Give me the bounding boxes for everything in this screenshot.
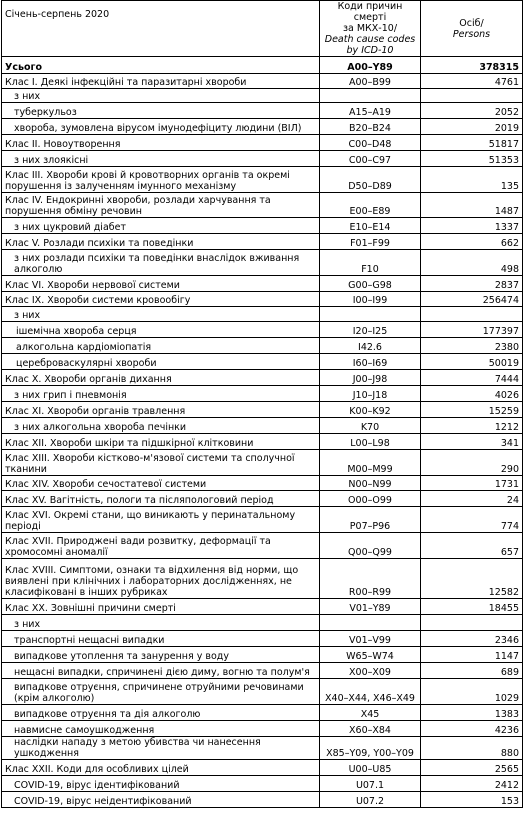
row-label: хвороба, зумовлена вірусом імунодефіциту людини (ВІЛ) — [2, 119, 320, 135]
table-row — [2, 737, 523, 760]
table-row — [2, 354, 523, 370]
table-row — [2, 135, 523, 151]
table-header-row — [2, 1, 523, 57]
row-label: випадкове отруєння, спричинене отруйними речовинами (крім алкоголю) — [2, 679, 320, 705]
table-row — [2, 57, 523, 74]
row-label: ішемічна хвороба серця — [2, 322, 320, 338]
row-value: 2052 — [421, 103, 523, 119]
table-row — [2, 776, 523, 792]
row-code: E00–E89 — [320, 193, 421, 218]
row-code: F01–F99 — [320, 234, 421, 250]
persons-header — [421, 1, 523, 57]
row-value: 1029 — [421, 679, 523, 705]
row-label: наслідки нападу з метою убивства чи нанесення ушкодження — [2, 737, 320, 760]
row-value: 1383 — [421, 705, 523, 721]
row-value — [421, 615, 523, 631]
table-row — [2, 418, 523, 434]
table-row — [2, 679, 523, 705]
row-label: Клас XI. Хвороби органів травлення — [2, 402, 320, 418]
row-label: Клас I. Деякі інфекційні та паразитарні хвороби — [2, 74, 320, 89]
table-row — [2, 559, 523, 599]
row-value: 4236 — [421, 721, 523, 737]
table-row — [2, 476, 523, 491]
row-label: транспортні нещасні випадки — [2, 631, 320, 647]
row-value: 51353 — [421, 151, 523, 167]
table-row — [2, 250, 523, 276]
row-value: 1147 — [421, 647, 523, 663]
row-code: M00–M99 — [320, 450, 421, 476]
row-code: U07.1 — [320, 776, 421, 792]
table-row — [2, 647, 523, 663]
row-code: I00–I99 — [320, 292, 421, 307]
row-label: Клас XIII. Хвороби кістково-м'язової системи та сполучної тканини — [2, 450, 320, 476]
mortality-table — [1, 0, 523, 808]
row-code: F10 — [320, 250, 421, 276]
table-row — [2, 599, 523, 615]
codes-header — [320, 1, 421, 57]
row-code: U00–U85 — [320, 760, 421, 776]
row-value: 153 — [421, 792, 523, 808]
row-value: 341 — [421, 434, 523, 450]
row-value: 12582 — [421, 559, 523, 599]
table-row — [2, 507, 523, 533]
row-label: Клас II. Новоутворення — [2, 135, 320, 151]
row-label: з них цукровий діабет — [2, 218, 320, 234]
row-label: Клас X. Хвороби органів дихання — [2, 370, 320, 386]
row-code: X60–X84 — [320, 721, 421, 737]
row-label: Клас IX. Хвороби системи кровообігу — [2, 292, 320, 307]
table-row — [2, 103, 523, 119]
table-row — [2, 615, 523, 631]
row-label: Клас XVI. Окремі стани, що виникають у перинатальному періоді — [2, 507, 320, 533]
row-label: Клас VI. Хвороби нервової системи — [2, 276, 320, 292]
row-value: 18455 — [421, 599, 523, 615]
table-row — [2, 167, 523, 193]
table-row — [2, 663, 523, 679]
row-label: туберкульоз — [2, 103, 320, 119]
row-label: алкогольна кардіоміопатія — [2, 338, 320, 354]
row-value: 657 — [421, 533, 523, 559]
table-row — [2, 402, 523, 418]
row-label: COVID-19, вірус ідентифікований — [2, 776, 320, 792]
codes-header-line2: за МКХ-10/ — [342, 23, 398, 34]
row-label: випадкове отруєння та дія алкоголю — [2, 705, 320, 721]
row-value — [421, 89, 523, 103]
table-row — [2, 450, 523, 476]
row-value: 378315 — [421, 57, 523, 74]
table-row — [2, 760, 523, 776]
row-code: G00–G98 — [320, 276, 421, 292]
row-value: 2837 — [421, 276, 523, 292]
table-body — [2, 57, 523, 808]
row-code: O00–O99 — [320, 491, 421, 507]
row-value: 4761 — [421, 74, 523, 89]
table-row — [2, 292, 523, 307]
row-label: Клас XXII. Коди для особливих цілей — [2, 760, 320, 776]
row-code: Q00–Q99 — [320, 533, 421, 559]
row-value: 51817 — [421, 135, 523, 151]
row-label: Клас III. Хвороби крові й кровотворних органів та окремі порушення із залученням імунного механізму — [2, 167, 320, 193]
row-code — [320, 615, 421, 631]
row-value: 290 — [421, 450, 523, 476]
row-value: 50019 — [421, 354, 523, 370]
row-label: випадкове утоплення та занурення у воду — [2, 647, 320, 663]
row-code: I60–I69 — [320, 354, 421, 370]
row-value: 2412 — [421, 776, 523, 792]
table-row — [2, 307, 523, 322]
row-value: 177397 — [421, 322, 523, 338]
row-code: K70 — [320, 418, 421, 434]
table-row — [2, 151, 523, 167]
table-row — [2, 218, 523, 234]
table-row — [2, 705, 523, 721]
row-value: 1487 — [421, 193, 523, 218]
row-code: I20–I25 — [320, 322, 421, 338]
row-label: з них розлади психіки та поведінки внаслідок вживання алкоголю — [2, 250, 320, 276]
row-value: 1337 — [421, 218, 523, 234]
row-value: 2019 — [421, 119, 523, 135]
row-label: Клас XIV. Хвороби сечостатевої системи — [2, 476, 320, 491]
period-header: Січень-серпень 2020 — [2, 1, 320, 57]
row-code: X00–X09 — [320, 663, 421, 679]
row-label: нещасні випадки, спричинені дією диму, вогню та полум'я — [2, 663, 320, 679]
table-row — [2, 721, 523, 737]
row-value: 1731 — [421, 476, 523, 491]
table-row — [2, 631, 523, 647]
codes-header-line4: by ICD-10 — [346, 45, 394, 56]
row-value: 4026 — [421, 386, 523, 402]
row-code: J00–J98 — [320, 370, 421, 386]
table-row — [2, 338, 523, 354]
row-code: X85–Y09, Y00–Y09 — [320, 737, 421, 760]
table-row — [2, 386, 523, 402]
row-value: 256474 — [421, 292, 523, 307]
row-value — [421, 307, 523, 322]
row-code: X40–X44, X46–X49 — [320, 679, 421, 705]
row-value: 2380 — [421, 338, 523, 354]
row-label: Клас XVIII. Симптоми, ознаки та відхилення від норми, що виявлені при клінічних і лабораторних дослідженнях, не класифіковані в інших рубриках — [2, 559, 320, 599]
table-row — [2, 491, 523, 507]
row-value: 2346 — [421, 631, 523, 647]
table-row — [2, 74, 523, 89]
row-label: Усього — [2, 57, 320, 74]
row-label: Клас IV. Ендокринні хвороби, розлади харчування та порушення обміну речовин — [2, 193, 320, 218]
row-value: 1212 — [421, 418, 523, 434]
row-code — [320, 89, 421, 103]
row-code: U07.2 — [320, 792, 421, 808]
row-value: 7444 — [421, 370, 523, 386]
row-value: 135 — [421, 167, 523, 193]
row-code: W65–W74 — [320, 647, 421, 663]
table-row — [2, 533, 523, 559]
row-value: 15259 — [421, 402, 523, 418]
row-code: C00–D48 — [320, 135, 421, 151]
row-value: 24 — [421, 491, 523, 507]
row-label: навмисне самоушкодження — [2, 721, 320, 737]
row-code: D50–D89 — [320, 167, 421, 193]
row-label: COVID-19, вірус неідентифікований — [2, 792, 320, 808]
codes-header-line3: Death cause codes — [324, 34, 416, 45]
codes-header-line1: Коди причин смерті — [337, 1, 403, 23]
table-row — [2, 370, 523, 386]
table-row — [2, 119, 523, 135]
row-value: 2565 — [421, 760, 523, 776]
row-value: 662 — [421, 234, 523, 250]
table-row — [2, 193, 523, 218]
persons-header-line2: Persons — [452, 28, 491, 40]
row-value: 498 — [421, 250, 523, 276]
row-code: V01–V99 — [320, 631, 421, 647]
row-code: E10–E14 — [320, 218, 421, 234]
row-code: C00–C97 — [320, 151, 421, 167]
table-row — [2, 792, 523, 808]
row-code: J10–J18 — [320, 386, 421, 402]
row-code — [320, 307, 421, 322]
row-code: L00–L98 — [320, 434, 421, 450]
table-row — [2, 322, 523, 338]
row-code: K00–K92 — [320, 402, 421, 418]
row-code: N00–N99 — [320, 476, 421, 491]
row-label: з них грип і пневмонія — [2, 386, 320, 402]
persons-header-line1: Осіб/ — [459, 17, 484, 29]
row-code: R00–R99 — [320, 559, 421, 599]
row-label: з них злоякісні — [2, 151, 320, 167]
row-label: Клас XII. Хвороби шкіри та підшкірної клітковини — [2, 434, 320, 450]
table-row — [2, 89, 523, 103]
row-label: з них алкогольна хвороба печінки — [2, 418, 320, 434]
row-code: V01–Y89 — [320, 599, 421, 615]
row-code: X45 — [320, 705, 421, 721]
row-code: A00–Y89 — [320, 57, 421, 74]
row-label: з них — [2, 615, 320, 631]
row-value: 774 — [421, 507, 523, 533]
row-label: цереброваскулярні хвороби — [2, 354, 320, 370]
row-code: I42.6 — [320, 338, 421, 354]
row-label: з них — [2, 307, 320, 322]
row-code: P07–P96 — [320, 507, 421, 533]
row-code: A00–B99 — [320, 74, 421, 89]
table-row — [2, 434, 523, 450]
row-code: B20–B24 — [320, 119, 421, 135]
row-code: A15–A19 — [320, 103, 421, 119]
row-label: Клас V. Розлади психіки та поведінки — [2, 234, 320, 250]
row-label: з них — [2, 89, 320, 103]
row-value: 880 — [421, 737, 523, 760]
row-value: 689 — [421, 663, 523, 679]
row-label: Клас XVII. Природжені вади розвитку, деформації та хромосомні аномалії — [2, 533, 320, 559]
row-label: Клас XV. Вагітність, пологи та післяпологовий період — [2, 491, 320, 507]
row-label: Клас XX. Зовнішні причини смерті — [2, 599, 320, 615]
table-row — [2, 234, 523, 250]
table-row — [2, 276, 523, 292]
